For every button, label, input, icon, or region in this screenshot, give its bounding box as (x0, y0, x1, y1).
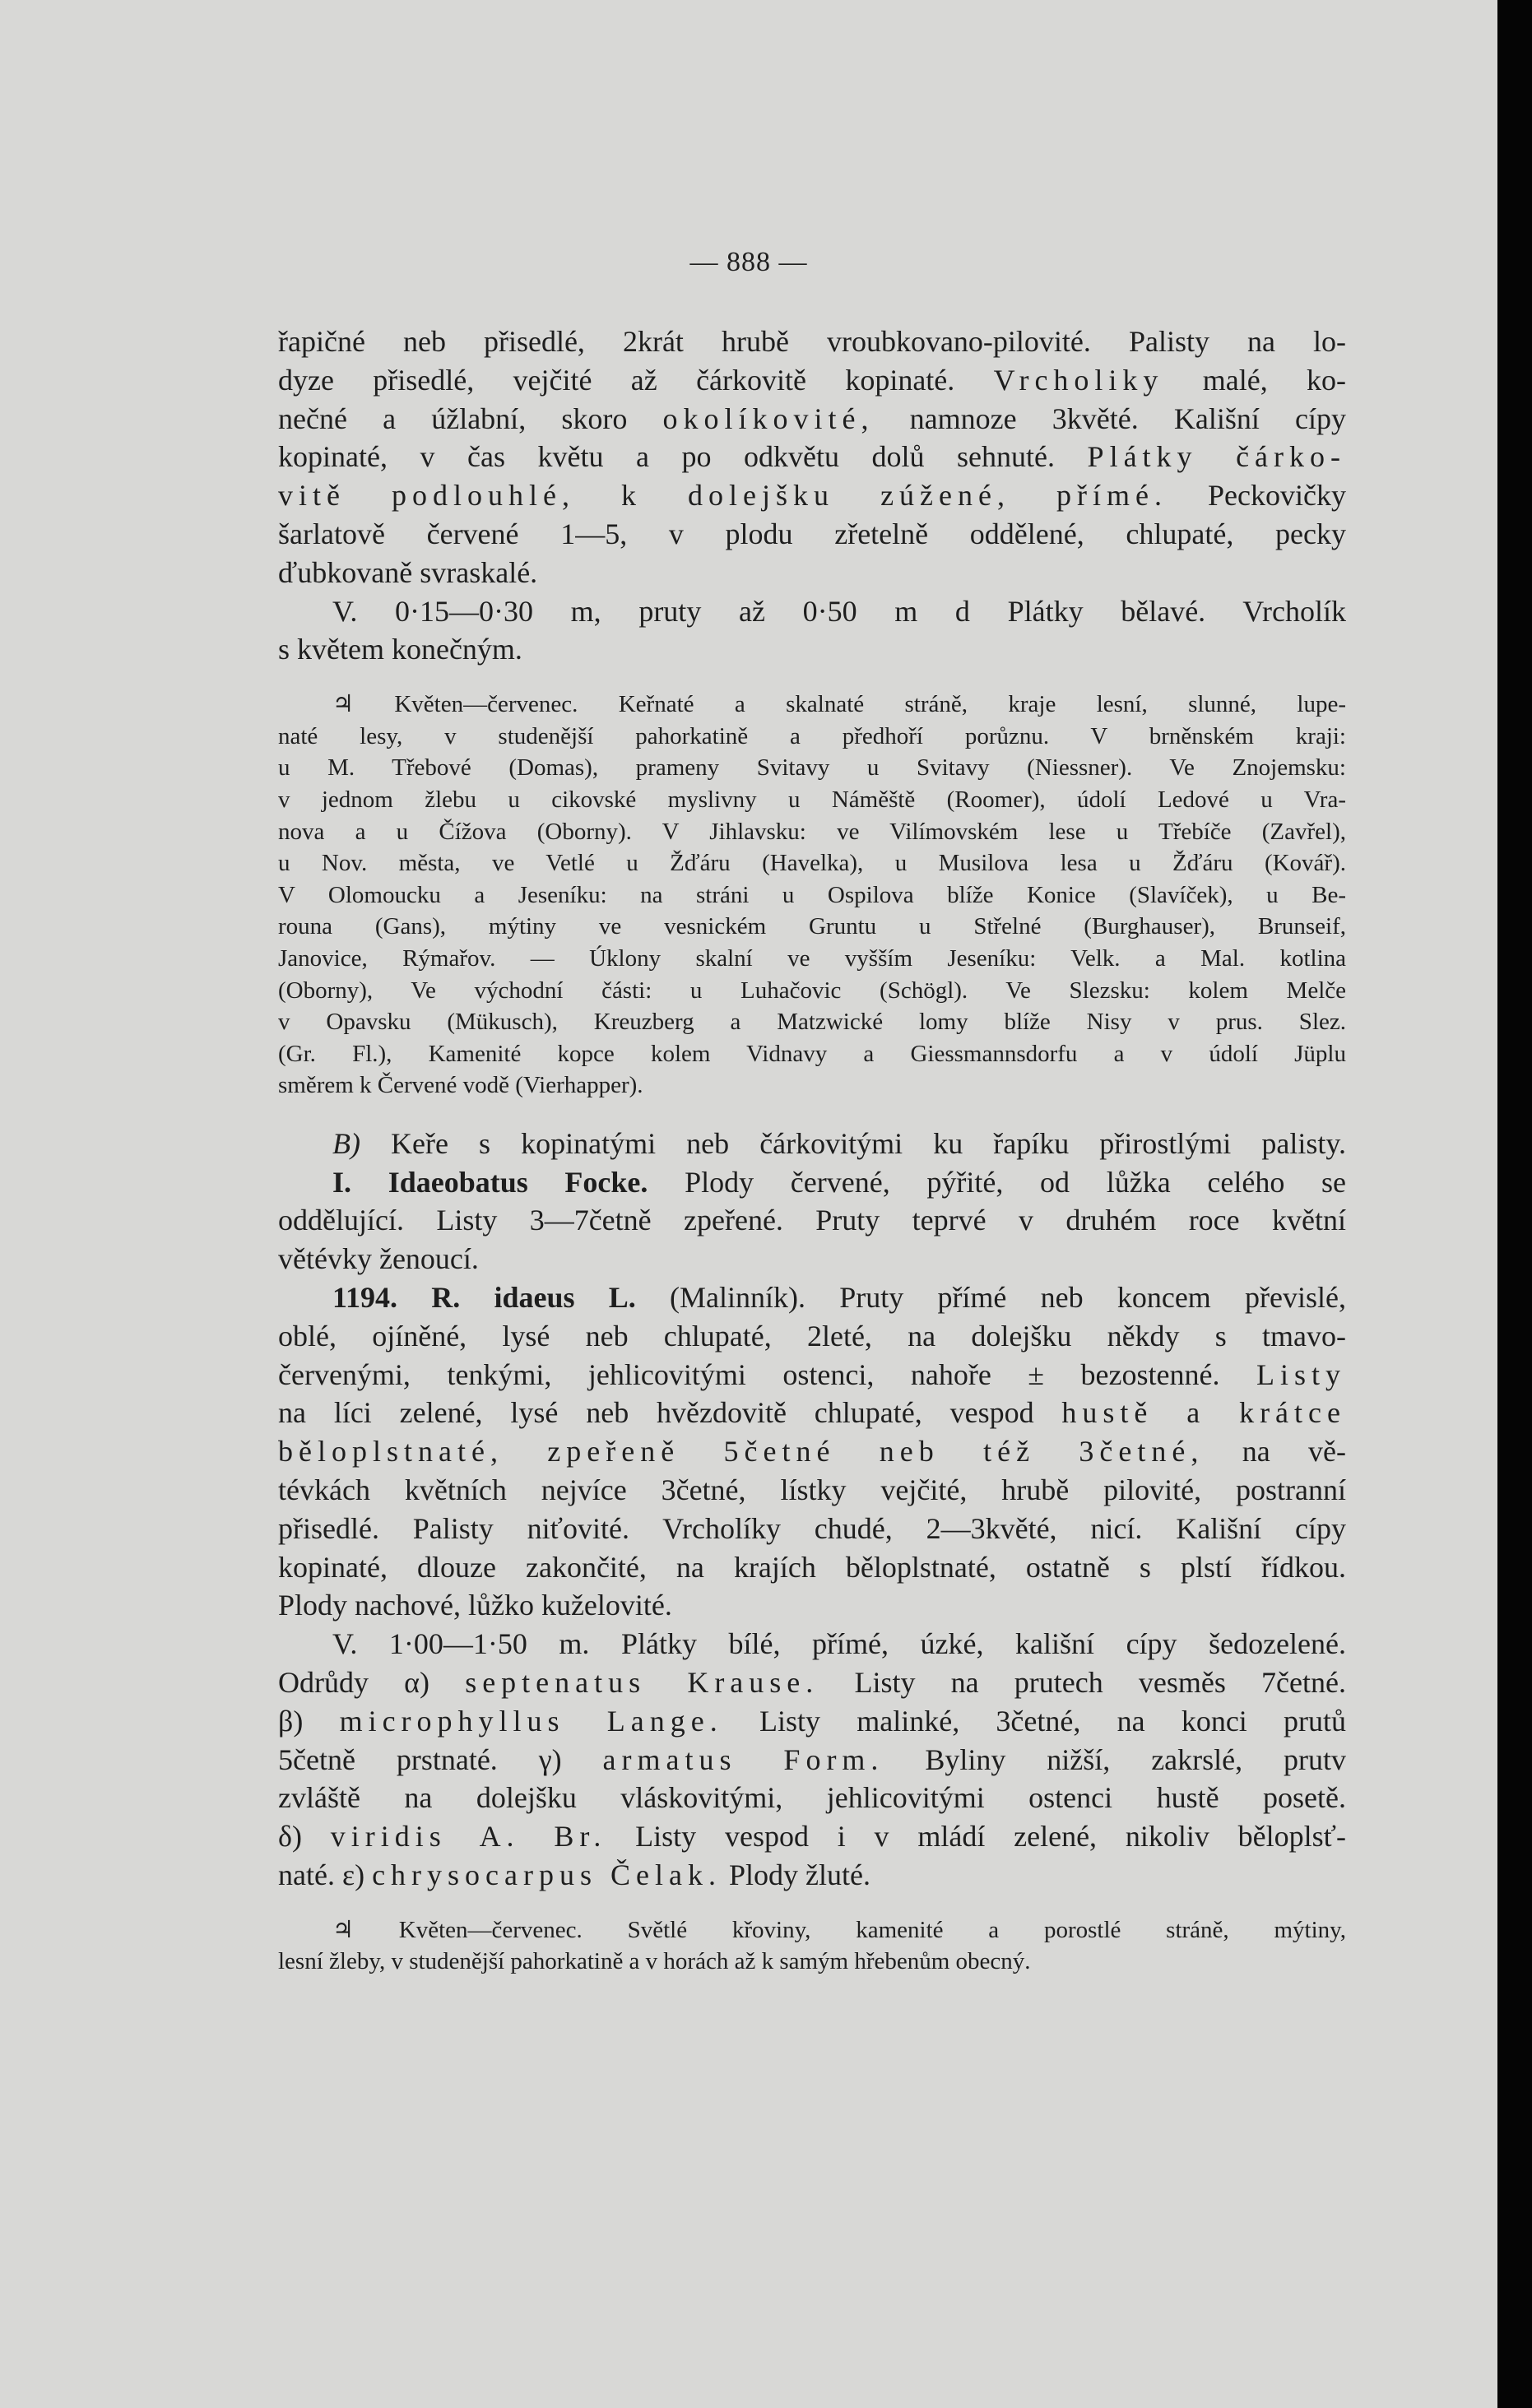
text-span: β) (278, 1704, 304, 1738)
text-line: směrem k Červené vodě (Vierhapper). (278, 1072, 643, 1099)
text-span: (Malinník). Pruty přímé neb koncem převislé, (670, 1281, 1347, 1315)
text-line: Plody nachové, lůžko kuželovité. (278, 1589, 672, 1622)
text-line (278, 1394, 1346, 1432)
text-span: Keře s kopinatými neb čárkovitými ku řapíku přirostlými palisty. (391, 1126, 1346, 1160)
text-line: v jednom žlebu u cikovské myslivny u Náměště (Roomer), údolí Ledové u Vra- (278, 786, 1346, 813)
subgenus-name: I. Idaeobatus Focke. (332, 1165, 648, 1199)
spaced-term: septenatus Krause. (465, 1666, 819, 1700)
distribution-paragraph (278, 689, 1346, 1102)
text-span: červenými, tenkými, jehlicovitými ostenci, nahoře ± bezostenné. (278, 1357, 1220, 1391)
text-span: na vě- (1242, 1435, 1347, 1468)
text-span: kopinaté, v čas květu a po odkvětu dolů sehnuté. (278, 440, 1056, 474)
varieties-paragraph (278, 1625, 1346, 1895)
text-line (278, 1278, 1346, 1317)
page-body (278, 322, 1346, 1978)
spaced-term: armatus Form. (602, 1742, 884, 1776)
text-span: 5četně prstnaté. γ) (278, 1742, 562, 1776)
text-span: nečné a úžlabní, skoro (278, 401, 628, 435)
spaced-term: hustě a krátce (1061, 1396, 1346, 1430)
text-line: lesní žleby, v studenější pahorkatině a v horách až k samým hřebenům obecný. (278, 1948, 1031, 1975)
text-line: naté lesy, v studenější pahorkatině a předhoří porůznu. V brněnském kraji: (278, 722, 1346, 749)
text-line: (Oborny), Ve východní části: u Luhačovic (Schögl). Ve Slezsku: kolem Melče (278, 977, 1346, 1004)
section-label: B) (332, 1126, 360, 1160)
text-span: Listy na prutech vesměs 7četné. (854, 1666, 1346, 1700)
text-line (278, 1702, 1346, 1741)
page-number: — 888 — (689, 247, 808, 277)
text-span: Plody červené, pýřité, od lůžka celého se (685, 1165, 1346, 1199)
text-span: řapičné neb přisedlé, 2krát hrubě vroubkovano-pilovité. Palisty na lo- (278, 325, 1346, 358)
spaced-term: vitě podlouhlé, k dolejšku zúžené, přímé. (278, 479, 1168, 513)
text-line (278, 1163, 1346, 1202)
text-line (278, 438, 1346, 476)
text-line (278, 1432, 1346, 1471)
text-line: nova a u Čížova (Oborny). V Jihlavsku: ve Vilímovském lese u Třebíče (Zavřel), (278, 818, 1346, 845)
text-span: šarlatově červené 1—5, v plodu zřetelně oddělené, chlupaté, pecky (278, 517, 1346, 550)
page-edge (1497, 0, 1532, 2408)
text-line: (Gr. Fl.), Kamenité kopce kolem Vidnavy a Giessmannsdorfu a v údolí Jüplu (278, 1040, 1346, 1067)
text-line (278, 1817, 1346, 1856)
subgenus-paragraph (278, 1163, 1346, 1278)
species-number: 1194. (332, 1281, 398, 1315)
text-line (278, 361, 1346, 400)
text-line: s květem konečným. (278, 633, 522, 666)
text-line: V. 1·00—1·50 m. Plátky bílé, přímé, úzké, kališní cípy šedozelené. (332, 1627, 1346, 1661)
text-line: zvláště na dolejšku vláskovitými, jehlicovitými ostenci hustě posetě. (278, 1781, 1346, 1815)
text-line: větévky ženoucí. (278, 1242, 479, 1276)
spaced-term: viridis A. Br. (330, 1820, 607, 1854)
species-name: R. idaeus L. (431, 1281, 636, 1315)
text-line (278, 322, 1346, 361)
spaced-term: běloplstnaté, zpeřeně 5četné neb též 3četné, (278, 1435, 1205, 1468)
species-paragraph (278, 1278, 1346, 1625)
text-line: přisedlé. Palisty niťovité. Vrcholíky chudé, 2—3květé, nicí. Kališní cípy (278, 1511, 1346, 1545)
spaced-term: Listy (1256, 1357, 1346, 1391)
section-heading-paragraph (278, 1125, 1346, 1163)
text-line: kopinaté, dlouze zakončité, na krajích běloplstnaté, ostatně s plstí řídkou. (278, 1550, 1346, 1584)
habitat-paragraph (278, 1914, 1346, 1978)
text-line: tévkách květních nejvíce 3četné, lístky vejčité, hrubě pilovité, postranní (278, 1473, 1346, 1507)
spaced-term: okolíkovité, (662, 401, 875, 435)
text-span: malé, ko- (1202, 363, 1347, 397)
description-paragraph (278, 322, 1346, 592)
spaced-term: chrysocarpus Čelak. (372, 1858, 722, 1892)
text-line (278, 515, 1346, 554)
text-line: oddělující. Listy 3—7četně zpeřené. Pruty teprvé v druhém roce květní (278, 1204, 1346, 1237)
text-line: u M. Třebové (Domas), prameny Svitavy u Svitavy (Niessner). Ve Znojemsku: (278, 754, 1346, 782)
spaced-term: Plátky čárko- (1087, 440, 1347, 474)
text-span: ďubkovaně svraskalé. (278, 555, 538, 589)
text-line: rouna (Gans), mýtiny ve vesnickém Gruntu u Střelné (Burghauser), Brunseif, (278, 913, 1346, 940)
text-line (278, 476, 1346, 515)
text-line: u Nov. města, ve Vetlé u Žďáru (Havelka), u Musilova lesa u Žďáru (Kovář). (278, 850, 1346, 877)
text-line (278, 400, 1346, 438)
text-span: δ) (278, 1820, 302, 1854)
text-line (278, 1663, 1346, 1702)
text-span: Plody žluté. (728, 1858, 870, 1892)
text-line: V. 0·15—0·30 m, pruty až 0·50 m d Plátky bělavé. Vrcholík (332, 594, 1346, 628)
text-line: ♃ Květen—červenec. Světlé křoviny, kamenité a porostlé stráně, mýtiny, (332, 1916, 1346, 1943)
text-line (278, 1741, 1346, 1779)
text-span: Peckovičky (1208, 479, 1346, 513)
text-span: Listy malinké, 3četné, na konci prutů (759, 1704, 1347, 1738)
size-paragraph (278, 592, 1346, 670)
text-line (278, 1856, 1346, 1895)
text-span: naté. ε) (278, 1858, 365, 1892)
spaced-term: Vrcholiky (993, 363, 1164, 397)
text-line (278, 1356, 1346, 1394)
text-span: Byliny nižší, zakrslé, prutv (925, 1742, 1347, 1776)
text-line: ♃ Květen—červenec. Keřnaté a skalnaté stráně, kraje lesní, slunné, lupe- (332, 691, 1346, 718)
text-line (278, 554, 1346, 592)
text-span: Odrůdy α) (278, 1666, 430, 1700)
text-line: Janovice, Rýmařov. — Úklony skalní ve vyšším Jeseníku: Velk. a Mal. kotlina (278, 944, 1346, 972)
text-line: V Olomoucku a Jeseníku: na stráni u Ospilova blíže Konice (Slavíček), u Be- (278, 881, 1346, 908)
text-line (278, 1125, 1346, 1163)
text-span: Listy vespod i v mládí zelené, nikoliv běloplsť- (635, 1820, 1347, 1854)
text-span: dyze přisedlé, vejčité až čárkovitě kopinaté. (278, 363, 955, 397)
text-span: na líci zelené, lysé neb hvězdovitě chlupaté, vespod (278, 1396, 1034, 1430)
text-line: v Opavsku (Mükusch), Kreuzberg a Matzwické lomy blíže Nisy v prus. Slez. (278, 1009, 1346, 1036)
text-span: namnoze 3květé. Kališní cípy (909, 401, 1346, 435)
text-line: oblé, ojíněné, lysé neb chlupaté, 2leté, na dolejšku někdy s tmavo- (278, 1319, 1346, 1352)
spaced-term: microphyllus Lange. (339, 1704, 723, 1738)
